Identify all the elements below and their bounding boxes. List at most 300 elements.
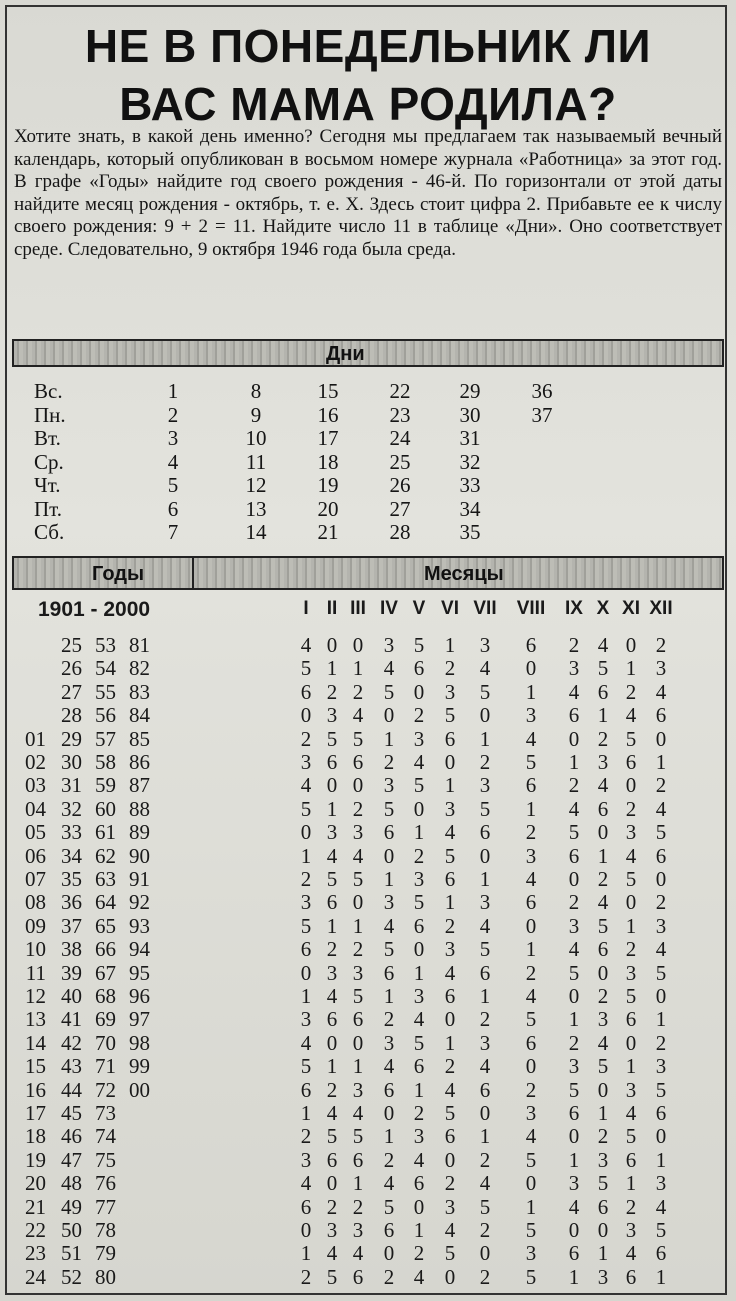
month-code-cell: 1 (413, 1077, 425, 1102)
month-code-cell: 4 (625, 843, 637, 868)
year-cell: 85 (129, 726, 150, 751)
month-code-cell: 1 (326, 913, 338, 938)
month-code-cell: 5 (352, 1124, 364, 1149)
month-code-cell: 1 (352, 1171, 364, 1196)
year-cell: 52 (61, 1264, 82, 1289)
month-code-cell: 2 (413, 703, 425, 728)
month-code-cell: 0 (655, 984, 667, 1008)
month-code-cell: 5 (383, 1194, 395, 1219)
month-code-cell: 2 (413, 1101, 425, 1125)
month-code-cell: 0 (525, 1171, 537, 1196)
month-code-cell: 4 (326, 1241, 338, 1266)
month-code-cell: 2 (479, 1264, 491, 1289)
month-code-cell: 2 (568, 890, 580, 915)
year-cell: 38 (61, 937, 82, 962)
month-code-cell: 3 (568, 1054, 580, 1079)
year-cell: 44 (61, 1077, 82, 1102)
month-code-cell: 3 (655, 1171, 667, 1196)
day-number: 24 (389, 426, 411, 450)
year-cell: 07 (25, 867, 46, 891)
month-code-cell: 4 (383, 1171, 395, 1196)
month-code-cell: 1 (625, 1171, 637, 1196)
month-code-cell: 4 (597, 890, 609, 915)
month-code-cell: 1 (568, 750, 580, 774)
month-code-cell: 5 (525, 750, 537, 774)
year-cell: 63 (95, 867, 116, 891)
month-code-cell: 0 (413, 796, 425, 821)
year-cell: 60 (95, 796, 116, 821)
year-cell: 30 (61, 750, 82, 774)
year-cell: 05 (25, 820, 46, 845)
month-code-cell: 1 (568, 1007, 580, 1032)
month-code-cell: 4 (525, 867, 537, 891)
month-code-cell: 5 (383, 679, 395, 704)
year-cell: 87 (129, 773, 150, 798)
month-code-cell: 3 (525, 1241, 537, 1266)
month-code-cell: 6 (326, 1147, 338, 1172)
year-cell: 67 (95, 960, 116, 985)
day-number: 37 (531, 402, 553, 427)
month-code-cell: 4 (479, 1054, 491, 1079)
month-code-cell: 3 (300, 1147, 312, 1172)
month-code-cell: 2 (525, 1077, 537, 1102)
year-cell: 93 (129, 913, 150, 938)
days-header-band (12, 339, 724, 367)
month-code-cell: 1 (568, 1147, 580, 1172)
month-code-cell: 5 (655, 820, 667, 845)
month-code-cell: 2 (525, 820, 537, 845)
month-code-cell: 6 (326, 1007, 338, 1032)
month-header: IX (565, 598, 583, 619)
year-cell: 42 (61, 1030, 82, 1055)
month-code-cell: 4 (597, 773, 609, 798)
month-code-cell: 6 (352, 1264, 364, 1289)
month-code-cell: 3 (479, 633, 491, 657)
month-header: I (303, 598, 309, 619)
month-code-cell: 2 (352, 796, 364, 821)
month-code-cell: 3 (479, 773, 491, 798)
month-code-cell: 3 (444, 937, 456, 962)
month-code-cell: 5 (383, 796, 395, 821)
month-code-cell: 5 (326, 1124, 338, 1149)
month-code-cell: 5 (568, 1077, 580, 1102)
year-cell: 49 (61, 1194, 82, 1219)
year-cell: 94 (129, 937, 150, 962)
month-code-cell: 2 (479, 1147, 491, 1172)
year-cell: 90 (129, 843, 150, 868)
year-cell: 48 (61, 1171, 82, 1196)
month-code-cell: 0 (352, 1030, 364, 1055)
year-cell: 06 (25, 843, 46, 868)
month-code-cell: 4 (625, 703, 637, 728)
month-code-cell: 1 (352, 656, 364, 681)
day-label: Сб. (34, 520, 65, 544)
month-code-cell: 6 (568, 703, 580, 728)
month-code-cell: 5 (655, 1077, 667, 1102)
month-code-cell: 2 (568, 1030, 580, 1055)
month-code-cell: 6 (625, 750, 637, 774)
year-cell: 16 (25, 1077, 46, 1102)
month-code-cell: 5 (326, 1264, 338, 1289)
month-code-cell: 2 (326, 679, 338, 704)
month-code-cell: 0 (655, 726, 667, 751)
year-cell: 65 (95, 913, 116, 938)
month-code-cell: 4 (300, 633, 312, 657)
month-code-cell: 5 (413, 773, 425, 798)
month-code-cell: 3 (352, 1077, 364, 1102)
month-code-cell: 4 (479, 656, 491, 681)
intro-paragraph: Хотите знать, в какой день именно? Сегодня мы предлагаем так называемый вечный календарь, который опубликован в восьмом номере журнала «Работница» за этот год. В графе «Годы» найдите год своего рождения - 46-й. По горизонтали от этой даты найдите месяц рождения - октябрь, т. е. X. Здесь стоит цифра 2. Прибавьте ее к числу своего рождения: 9 + 2 = 11. Найдите число 11 в таблице «Дни». Оно соответствует среде. Следовательно, 9 октября 1946 года была среда. (14, 126, 722, 260)
month-code-cell: 4 (383, 913, 395, 938)
month-code-cell: 4 (525, 726, 537, 751)
month-header: VIII (516, 598, 546, 619)
month-code-cell: 4 (352, 1241, 364, 1266)
month-code-cell: 2 (352, 1194, 364, 1219)
month-code-cell: 4 (525, 984, 537, 1008)
day-number: 30 (459, 402, 481, 427)
day-number: 35 (459, 520, 481, 544)
month-code-cell: 5 (352, 867, 364, 891)
day-number: 11 (245, 449, 267, 474)
year-cell: 39 (61, 960, 82, 985)
month-code-cell: 4 (568, 937, 580, 962)
month-code-cell: 6 (444, 867, 456, 891)
month-code-cell: 1 (352, 1054, 364, 1079)
year-cell: 10 (25, 937, 46, 962)
month-code-cell: 0 (479, 703, 491, 728)
month-code-cell: 5 (300, 796, 312, 821)
month-code-cell: 5 (525, 1147, 537, 1172)
month-code-cell: 6 (413, 656, 425, 681)
month-code-cell: 3 (326, 820, 338, 845)
year-cell: 81 (129, 633, 150, 657)
month-header: XII (649, 598, 673, 619)
year-cell: 70 (95, 1030, 116, 1055)
month-code-cell: 2 (597, 984, 609, 1008)
day-number: 9 (250, 402, 262, 427)
year-cell: 88 (129, 796, 150, 821)
year-cell: 61 (95, 820, 116, 845)
month-code-cell: 6 (300, 679, 312, 704)
day-label: Ср. (34, 449, 64, 474)
month-code-cell: 2 (655, 890, 667, 915)
month-header: III (350, 598, 366, 619)
month-code-cell: 3 (597, 1264, 609, 1289)
month-code-cell: 0 (444, 750, 456, 774)
month-code-cell: 6 (597, 937, 609, 962)
month-code-cell: 1 (479, 1124, 491, 1149)
month-code-cell: 5 (625, 1124, 637, 1149)
day-number: 31 (459, 426, 481, 450)
month-code-cell: 0 (597, 1218, 609, 1242)
month-code-cell: 5 (413, 1030, 425, 1055)
year-cell: 80 (95, 1264, 116, 1289)
month-code-cell: 5 (525, 1218, 537, 1242)
month-code-cell: 3 (625, 1218, 637, 1242)
month-code-cell: 3 (655, 656, 667, 681)
month-code-cell: 2 (444, 656, 456, 681)
month-code-cell: 6 (383, 1218, 395, 1242)
month-code-cell: 4 (413, 1264, 425, 1289)
year-cell: 86 (129, 750, 150, 774)
month-code-cell: 1 (597, 1241, 609, 1266)
days-header: Дни (326, 343, 365, 365)
month-code-cell: 1 (383, 984, 395, 1008)
day-number: 14 (245, 520, 267, 544)
month-code-cell: 6 (479, 1077, 491, 1102)
month-header: II (326, 598, 338, 619)
month-code-cell: 4 (300, 773, 312, 798)
month-code-cell: 2 (655, 773, 667, 798)
month-code-cell: 6 (479, 960, 491, 985)
month-code-cell: 0 (479, 843, 491, 868)
year-cell: 74 (95, 1124, 116, 1149)
month-code-cell: 3 (525, 843, 537, 868)
year-cell: 33 (61, 820, 82, 845)
year-cell: 95 (129, 960, 150, 985)
month-code-cell: 5 (625, 984, 637, 1008)
month-code-cell: 5 (444, 1241, 456, 1266)
month-code-cell: 1 (597, 1101, 609, 1125)
day-number: 32 (459, 449, 481, 474)
month-code-cell: 1 (597, 703, 609, 728)
month-code-cell: 1 (444, 773, 456, 798)
month-code-cell: 4 (568, 679, 580, 704)
year-cell: 36 (61, 890, 82, 915)
day-number: 2 (167, 402, 179, 427)
month-code-cell: 4 (300, 1171, 312, 1196)
month-code-cell: 1 (300, 1101, 312, 1125)
year-cell: 98 (129, 1030, 150, 1055)
month-code-cell: 4 (444, 960, 456, 985)
month-code-cell: 3 (352, 960, 364, 985)
month-code-cell: 0 (625, 633, 637, 657)
day-number: 16 (317, 402, 339, 427)
month-code-cell: 3 (625, 820, 637, 845)
year-cell: 56 (95, 703, 116, 728)
day-label: Вс. (34, 379, 63, 403)
day-number: 1 (167, 379, 179, 403)
year-cell: 25 (61, 633, 82, 657)
month-code-cell: 5 (444, 1101, 456, 1125)
month-code-cell: 5 (479, 679, 491, 704)
month-code-cell: 1 (655, 1264, 667, 1289)
month-code-cell: 2 (383, 750, 395, 774)
month-code-cell: 4 (352, 1101, 364, 1125)
month-code-cell: 2 (625, 937, 637, 962)
month-code-cell: 5 (413, 633, 425, 657)
month-code-cell: 4 (413, 1147, 425, 1172)
month-code-cell: 6 (525, 1030, 537, 1055)
month-code-cell: 6 (326, 890, 338, 915)
year-cell: 64 (95, 890, 116, 915)
month-code-cell: 0 (568, 984, 580, 1008)
year-cell: 73 (95, 1101, 116, 1125)
month-code-cell: 3 (597, 750, 609, 774)
month-code-cell: 6 (597, 679, 609, 704)
day-number: 19 (317, 473, 339, 497)
month-code-cell: 0 (444, 1147, 456, 1172)
month-code-cell: 4 (444, 1218, 456, 1242)
month-code-cell: 6 (352, 750, 364, 774)
month-code-cell: 4 (597, 633, 609, 657)
year-cell: 84 (129, 703, 150, 728)
month-code-cell: 0 (352, 633, 364, 657)
month-code-cell: 3 (300, 890, 312, 915)
month-code-cell: 5 (655, 1218, 667, 1242)
day-number: 28 (389, 520, 411, 544)
month-code-cell: 2 (655, 633, 667, 657)
year-cell: 13 (25, 1007, 46, 1032)
month-code-cell: 3 (300, 1007, 312, 1032)
month-code-cell: 6 (413, 1054, 425, 1079)
month-code-cell: 2 (326, 1194, 338, 1219)
year-cell: 97 (129, 1007, 150, 1032)
month-code-cell: 3 (479, 1030, 491, 1055)
month-code-cell: 4 (444, 1077, 456, 1102)
month-code-cell: 2 (479, 750, 491, 774)
year-cell: 75 (95, 1147, 116, 1172)
day-number: 13 (245, 496, 267, 521)
month-code-cell: 0 (597, 1077, 609, 1102)
month-code-cell: 4 (413, 750, 425, 774)
month-code-cell: 6 (383, 820, 395, 845)
year-cell: 45 (61, 1101, 82, 1125)
month-code-cell: 5 (597, 913, 609, 938)
month-code-cell: 3 (444, 679, 456, 704)
month-code-cell: 2 (352, 937, 364, 962)
month-code-cell: 1 (655, 1007, 667, 1032)
year-cell: 21 (25, 1194, 46, 1219)
year-cell: 77 (95, 1194, 116, 1219)
year-cell: 76 (95, 1171, 116, 1196)
year-cell: 50 (61, 1218, 82, 1242)
month-code-cell: 3 (625, 1077, 637, 1102)
month-code-cell: 6 (525, 633, 537, 657)
month-code-cell: 5 (413, 890, 425, 915)
month-code-cell: 4 (352, 843, 364, 868)
month-code-cell: 5 (525, 1264, 537, 1289)
day-number: 36 (531, 379, 553, 403)
month-code-cell: 6 (525, 890, 537, 915)
day-label: Вт. (34, 426, 61, 450)
year-cell: 29 (61, 726, 82, 751)
year-cell: 55 (95, 679, 116, 704)
years-header: Годы (92, 563, 145, 585)
month-code-cell: 2 (413, 1241, 425, 1266)
month-header: X (596, 598, 610, 619)
month-code-cell: 6 (655, 843, 667, 868)
year-range: 1901 - 2000 (38, 598, 151, 621)
year-cell: 58 (95, 750, 116, 774)
month-code-cell: 2 (597, 726, 609, 751)
month-code-cell: 2 (326, 1077, 338, 1102)
month-code-cell: 3 (383, 1030, 395, 1055)
month-code-cell: 2 (300, 726, 312, 751)
month-code-cell: 1 (300, 984, 312, 1008)
month-code-cell: 2 (326, 937, 338, 962)
month-code-cell: 1 (383, 726, 395, 751)
month-code-cell: 2 (525, 960, 537, 985)
month-code-cell: 4 (625, 1101, 637, 1125)
year-cell: 19 (25, 1147, 46, 1172)
month-code-cell: 4 (413, 1007, 425, 1032)
month-code-cell: 4 (479, 1171, 491, 1196)
month-code-cell: 2 (300, 1124, 312, 1149)
month-code-cell: 3 (525, 703, 537, 728)
year-cell: 23 (25, 1241, 46, 1266)
day-number: 25 (389, 449, 411, 474)
month-code-cell: 1 (326, 656, 338, 681)
month-code-cell: 1 (525, 679, 537, 704)
month-code-cell: 0 (383, 1101, 395, 1125)
month-code-cell: 4 (383, 1054, 395, 1079)
month-code-cell: 0 (625, 773, 637, 798)
month-code-cell: 4 (568, 796, 580, 821)
year-cell: 78 (95, 1218, 116, 1242)
year-cell: 18 (25, 1124, 46, 1149)
month-code-cell: 3 (413, 867, 425, 891)
month-code-cell: 1 (525, 937, 537, 962)
month-code-cell: 0 (568, 726, 580, 751)
month-code-cell: 4 (444, 820, 456, 845)
month-code-cell: 0 (479, 1101, 491, 1125)
month-code-cell: 4 (326, 1101, 338, 1125)
day-number: 3 (167, 426, 179, 450)
month-code-cell: 1 (300, 1241, 312, 1266)
month-code-cell: 1 (413, 960, 425, 985)
month-code-cell: 5 (597, 656, 609, 681)
month-code-cell: 4 (655, 796, 667, 821)
month-code-cell: 5 (655, 960, 667, 985)
month-code-cell: 6 (655, 1241, 667, 1266)
month-code-cell: 3 (525, 1101, 537, 1125)
month-code-cell: 1 (326, 1054, 338, 1079)
month-code-cell: 0 (597, 820, 609, 845)
month-code-cell: 1 (352, 913, 364, 938)
year-cell: 57 (95, 726, 116, 751)
month-code-cell: 1 (444, 890, 456, 915)
year-cell: 22 (25, 1218, 46, 1242)
day-number: 10 (245, 426, 267, 450)
year-cell: 41 (61, 1007, 82, 1032)
month-code-cell: 2 (568, 773, 580, 798)
year-cell: 40 (61, 984, 82, 1008)
month-code-cell: 3 (352, 820, 364, 845)
month-code-cell: 6 (568, 1101, 580, 1125)
month-code-cell: 0 (625, 890, 637, 915)
year-cell: 26 (61, 656, 82, 681)
month-code-cell: 2 (597, 867, 609, 891)
month-code-cell: 5 (479, 937, 491, 962)
month-code-cell: 0 (625, 1030, 637, 1055)
month-code-cell: 0 (383, 843, 395, 868)
headline-line-2: ВАС МАМА РОДИЛА? (119, 78, 617, 130)
month-code-cell: 0 (444, 1264, 456, 1289)
month-code-cell: 3 (625, 960, 637, 985)
year-cell: 35 (61, 867, 82, 891)
day-number: 17 (317, 426, 339, 450)
month-code-cell: 0 (300, 820, 312, 845)
month-code-cell: 3 (655, 913, 667, 938)
month-code-cell: 5 (326, 867, 338, 891)
day-number: 23 (389, 402, 411, 427)
month-code-cell: 6 (479, 820, 491, 845)
year-cell: 32 (61, 796, 82, 821)
year-cell: 24 (25, 1264, 46, 1289)
year-cell: 17 (25, 1101, 46, 1125)
month-code-cell: 4 (326, 984, 338, 1008)
